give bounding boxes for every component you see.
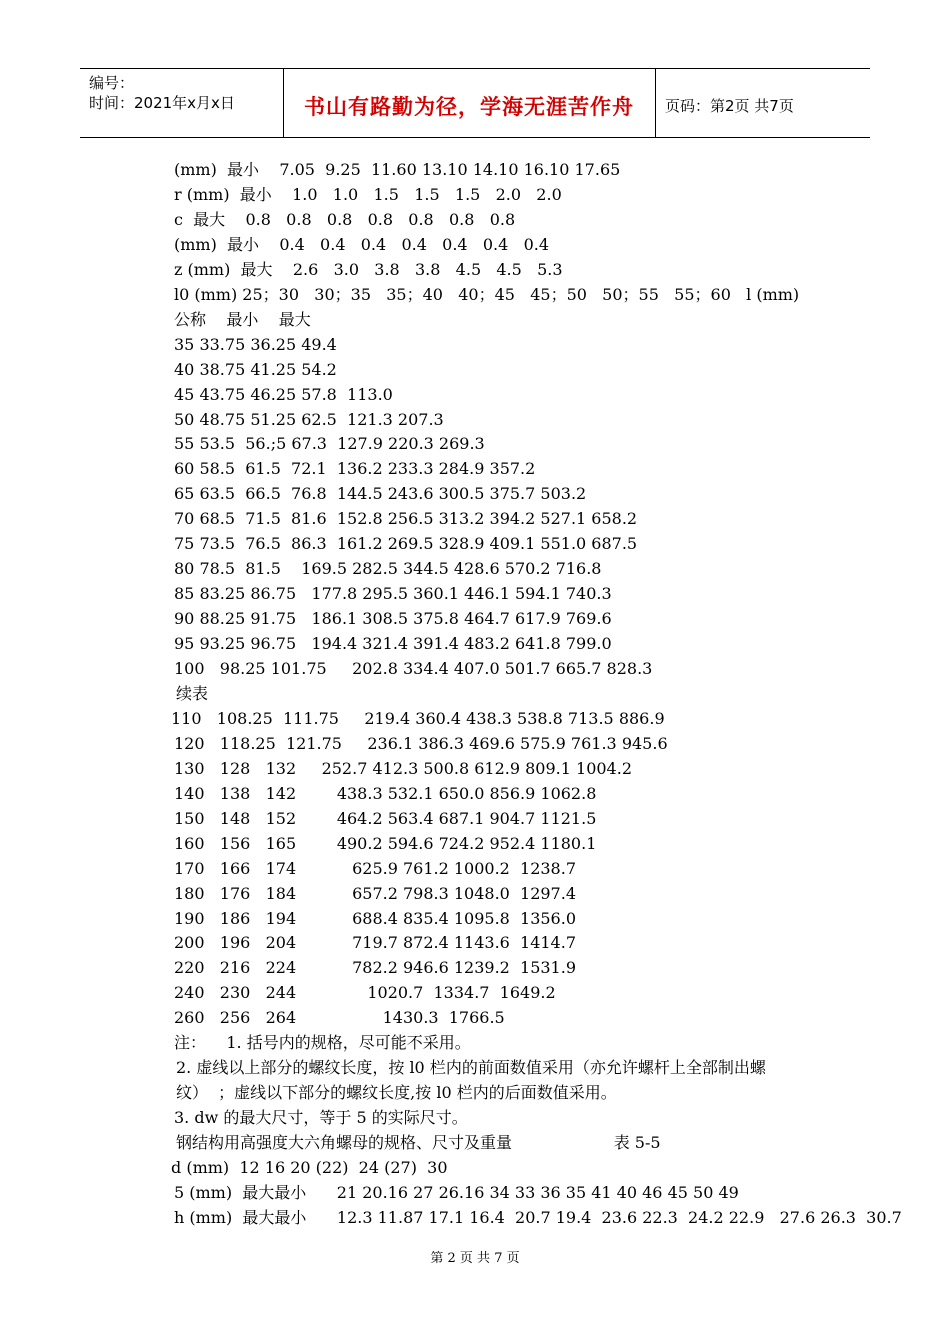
body-line: 注： 1. 括号内的规格，尽可能不采用。 <box>174 1033 471 1053</box>
body-line: 5 (mm) 最大最小 21 20.16 27 26.16 34 33 36 35 41 40 46 45 50 49 <box>174 1182 739 1202</box>
body-line: 45 43.75 46.25 57.8 113.0 <box>174 384 393 404</box>
body-line: 120 118.25 121.75 236.1 386.3 469.6 575.9 761.3 945.6 <box>174 733 668 753</box>
body-line: 95 93.25 96.75 194.4 321.4 391.4 483.2 641.8 799.0 <box>174 634 612 654</box>
body-line: 60 58.5 61.5 72.1 136.2 233.3 284.9 357.2 <box>174 459 536 479</box>
body-line: r (mm) 最小 1.0 1.0 1.5 1.5 1.5 2.0 2.0 <box>174 184 562 204</box>
body-line: z (mm) 最大 2.6 3.0 3.8 3.8 4.5 4.5 5.3 <box>174 259 563 279</box>
body-line: 2. 虚线以上部分的螺纹长度，按 l0 栏内的前面数值采用（亦允许螺杆上全部制出螺 <box>176 1058 766 1078</box>
body-line: 40 38.75 41.25 54.2 <box>174 359 337 379</box>
body-line: 70 68.5 71.5 81.6 152.8 256.5 313.2 394.2 527.1 658.2 <box>174 509 638 529</box>
body-line: 140 138 142 438.3 532.1 650.0 856.9 1062.8 <box>174 783 597 803</box>
body-line: (mm) 最小 7.05 9.25 11.60 13.10 14.10 16.10 17.65 <box>174 160 621 179</box>
body-line: 150 148 152 464.2 563.4 687.1 904.7 1121.5 <box>174 808 597 828</box>
body-line: 160 156 165 490.2 594.6 724.2 952.4 1180.1 <box>174 833 597 853</box>
page-header <box>80 68 870 138</box>
body-line: 100 98.25 101.75 202.8 334.4 407.0 501.7 665.7 828.3 <box>174 659 653 678</box>
body-line: (mm) 最小 0.4 0.4 0.4 0.4 0.4 0.4 0.4 <box>174 234 550 254</box>
body-line: 纹） ；虚线以下部分的螺纹长度,按 l0 栏内的后面数值采用。 <box>176 1083 617 1103</box>
body-line: 130 128 132 252.7 412.3 500.8 612.9 809.1 1004.2 <box>174 758 632 778</box>
body-line: 50 48.75 51.25 62.5 121.3 207.3 <box>174 409 444 429</box>
body-line: c 最大 0.8 0.8 0.8 0.8 0.8 0.8 0.8 <box>174 209 516 229</box>
body-line: 35 33.75 36.25 49.4 <box>174 334 337 354</box>
header-info-cell <box>80 69 284 137</box>
page-footer: 第 2 页 共 7 页 <box>430 1251 520 1266</box>
body-line: l0 (mm) 25；30 30；35 35；40 40；45 45；50 50；55 55；60 l (mm) <box>174 284 800 304</box>
document-number-label: 编号： <box>89 74 135 92</box>
body-line: 190 186 194 688.4 835.4 1095.8 1356.0 <box>174 908 576 928</box>
body-line: 65 63.5 66.5 76.8 144.5 243.6 300.5 375.7 503.2 <box>174 484 587 504</box>
body-line: 220 216 224 782.2 946.6 1239.2 1531.9 <box>174 958 576 978</box>
body-line: 3. dw 的最大尺寸，等于 5 的实际尺寸。 <box>174 1108 468 1128</box>
body-line: h (mm) 最大最小 12.3 11.87 17.1 16.4 20.7 19.4 23.6 22.3 24.2 22.9 27.6 26.3 30.7 <box>174 1207 902 1227</box>
header-motto-cell <box>283 69 656 137</box>
body-line: 180 176 184 657.2 798.3 1048.0 1297.4 <box>174 883 576 903</box>
body-line: d (mm) 12 16 20 (22) 24 (27) 30 <box>171 1158 448 1177</box>
body-line: 90 88.25 91.75 186.1 308.5 375.8 464.7 617.9 769.6 <box>174 609 612 629</box>
body-line: 80 78.5 81.5 169.5 282.5 344.5 428.6 570.2 716.8 <box>174 559 602 579</box>
header-motto: 书山有路勤为径，学海无涯苦作舟 <box>304 95 634 119</box>
body-line: 55 53.5 56.;5 67.3 127.9 220.3 269.3 <box>174 434 485 454</box>
body-line: 200 196 204 719.7 872.4 1143.6 1414.7 <box>174 933 576 953</box>
body-line: 110 108.25 111.75 219.4 360.4 438.3 538.8 713.5 886.9 <box>171 708 665 728</box>
body-line: 公称 最小 最大 <box>174 309 311 329</box>
body-line: 85 83.25 86.75 177.8 295.5 360.1 446.1 594.1 740.3 <box>174 584 612 604</box>
document-date: 时间：2021年x月x日 <box>89 94 235 112</box>
body-line: 75 73.5 76.5 86.3 161.2 269.5 328.9 409.1 551.0 687.5 <box>174 534 638 554</box>
body-line: 续表 <box>176 683 209 703</box>
header-page-number: 页码：第2页 共7页 <box>665 97 794 115</box>
body-line: 钢结构用高强度大六角螺母的规格、尺寸及重量 表 5-5 <box>176 1133 661 1153</box>
body-line: 170 166 174 625.9 761.2 1000.2 1238.7 <box>174 858 576 878</box>
body-line: 260 256 264 1430.3 1766.5 <box>174 1008 505 1028</box>
header-page-cell <box>656 69 870 137</box>
body-line: 240 230 244 1020.7 1334.7 1649.2 <box>174 983 556 1003</box>
